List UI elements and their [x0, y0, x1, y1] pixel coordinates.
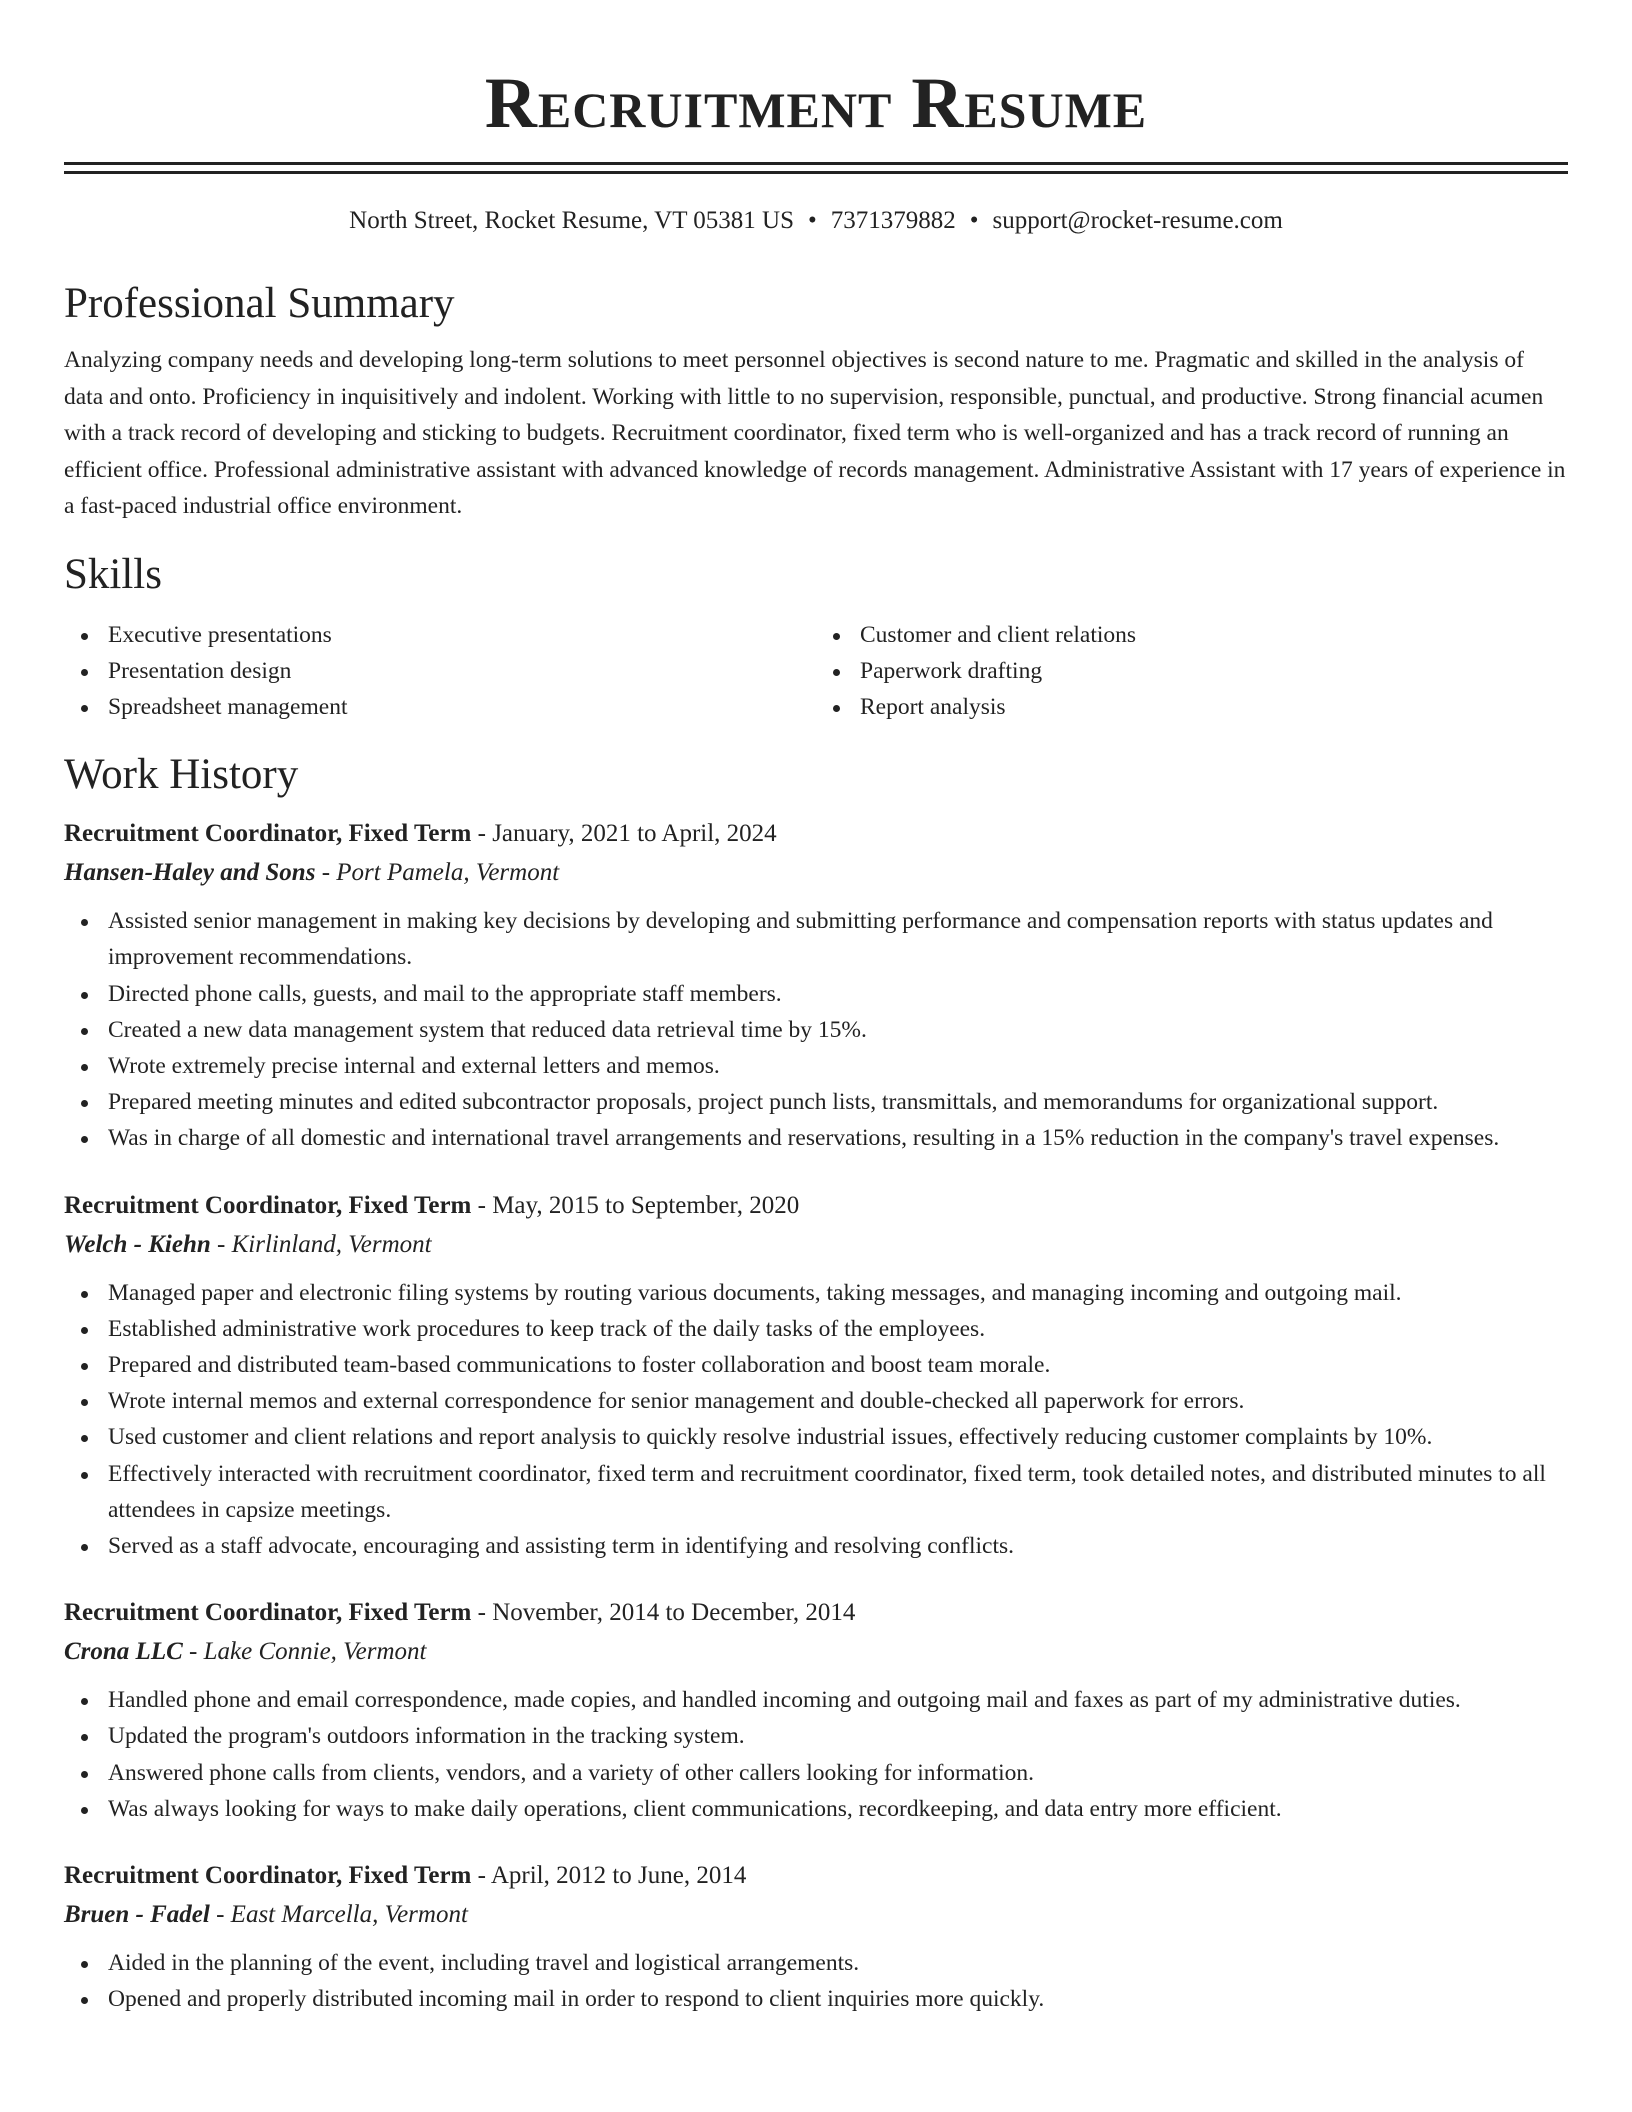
job-duty: Updated the program's outdoors information in the tracking system. [108, 1718, 1568, 1754]
job-duties [64, 1945, 1568, 2017]
work-history-heading: Work History [64, 751, 299, 799]
job-entry [64, 1857, 1568, 2017]
contact-phone: 7371379882 [830, 207, 956, 234]
contact-address: North Street, Rocket Resume, VT 05381 US [349, 207, 795, 234]
job-duty: Used customer and client relations and report analysis to quickly resolve industrial issues, effectively reducing customer complaints by 10%. [108, 1419, 1568, 1455]
contact-separator: • [808, 207, 817, 234]
job-duty: Wrote extremely precise internal and external letters and memos. [108, 1048, 1568, 1084]
job-duty: Prepared meeting minutes and edited subcontractor proposals, project punch lists, transmittals, and memorandums for organizational support. [108, 1084, 1568, 1120]
job-duty: Assisted senior management in making key decisions by developing and submitting performance and compensation reports with status updates and improvement recommendations. [108, 903, 1568, 975]
skill-item: Paperwork drafting [860, 653, 1568, 689]
title-divider-bottom [64, 171, 1568, 174]
job-duty: Created a new data management system that reduced data retrieval time by 15%. [108, 1012, 1568, 1048]
job-header [64, 1187, 1568, 1225]
job-entry [64, 1187, 1568, 1565]
summary-heading: Professional Summary [64, 280, 455, 327]
job-dates: - January, 2021 to April, 2024 [471, 820, 777, 848]
job-employer [64, 1632, 1568, 1672]
job-duties [64, 1275, 1568, 1565]
job-location: - Port Pamela, Vermont [315, 859, 560, 887]
job-duty: Directed phone calls, guests, and mail to the appropriate staff members. [108, 976, 1568, 1012]
skills-heading: Skills [64, 550, 162, 598]
job-header [64, 1594, 1568, 1632]
job-duty: Answered phone calls from clients, vendors, and a variety of other callers looking for information. [108, 1755, 1568, 1791]
job-title: Recruitment Coordinator, Fixed Term [64, 1191, 472, 1219]
summary-text: Analyzing company needs and developing long-term solutions to meet personnel objectives is second nature to me. Pragmatic and skilled in the analysis of data and onto. Proficiency in inquisitively and indolent. Working with little to no supervision, responsible, punctual, and productive. Strong financial acumen with a track record of developing and sticking to budgets. Recruitment coordinator, fixed term who is well-organized and has a track record of running an efficient office. Professional administrative assistant with advanced knowledge of records management. Administrative Assistant with 17 years of experience in a fast-paced industrial office environment. [64, 347, 1566, 519]
job-title: Recruitment Coordinator, Fixed Term [64, 820, 472, 848]
job-employer [64, 1225, 1568, 1265]
job-company: Crona LLC [64, 1638, 183, 1666]
job-entry [64, 1594, 1568, 1827]
job-dates: - April, 2012 to June, 2014 [471, 1861, 747, 1889]
job-dates: - May, 2015 to September, 2020 [471, 1191, 800, 1219]
job-header [64, 815, 1568, 853]
job-duty: Opened and properly distributed incoming mail in order to respond to client inquiries more quickly. [108, 1981, 1568, 2017]
job-title: Recruitment Coordinator, Fixed Term [64, 1599, 472, 1627]
skill-item: Customer and client relations [860, 617, 1568, 653]
resume-body [64, 0, 1568, 2017]
skills-list [64, 617, 1568, 726]
contact-email: support@rocket-resume.com [992, 207, 1283, 234]
job-duty: Effectively interacted with recruitment coordinator, fixed term and recruitment coordinator, fixed term, took detailed notes, and distributed minutes to all attendees in capsize meetings. [108, 1456, 1568, 1528]
job-employer [64, 1895, 1568, 1935]
job-entry [64, 815, 1568, 1156]
job-duty: Established administrative work procedures to keep track of the daily tasks of the employees. [108, 1311, 1568, 1347]
skill-item: Executive presentations [108, 617, 816, 653]
job-duties [64, 903, 1568, 1156]
job-location: - Kirlinland, Vermont [210, 1230, 432, 1258]
job-duty: Aided in the planning of the event, including travel and logistical arrangements. [108, 1945, 1568, 1981]
job-location: - Lake Connie, Vermont [182, 1638, 427, 1666]
job-company: Bruen - Fadel [64, 1900, 210, 1928]
skills-column-left [64, 617, 816, 726]
job-company: Hansen-Haley and Sons [64, 859, 316, 887]
job-duty: Was always looking for ways to make daily operations, client communications, recordkeeping, and data entry more efficient. [108, 1791, 1568, 1827]
job-duty: Was in charge of all domestic and international travel arrangements and reservations, resulting in a 15% reduction in the company's travel expenses. [108, 1120, 1568, 1156]
job-duty: Wrote internal memos and external correspondence for senior management and double-checked all paperwork for errors. [108, 1383, 1568, 1419]
skills-column-right [816, 617, 1568, 726]
job-duty: Handled phone and email correspondence, made copies, and handled incoming and outgoing mail and faxes as part of my administrative duties. [108, 1682, 1568, 1718]
job-dates: - November, 2014 to December, 2014 [471, 1599, 856, 1627]
job-duty: Served as a staff advocate, encouraging and assisting term in identifying and resolving conflicts. [108, 1528, 1568, 1564]
contact-separator: • [969, 207, 979, 234]
skill-item: Report analysis [860, 689, 1568, 725]
job-duty: Prepared and distributed team-based communications to foster collaboration and boost team morale. [108, 1347, 1568, 1383]
job-employer [64, 853, 1568, 893]
job-title: Recruitment Coordinator, Fixed Term [64, 1861, 472, 1889]
skill-item: Spreadsheet management [108, 689, 816, 725]
job-location: - East Marcella, Vermont [209, 1900, 468, 1928]
title-divider-top [64, 162, 1568, 165]
skill-item: Presentation design [108, 653, 816, 689]
job-company: Welch - Kiehn [64, 1230, 211, 1258]
job-duty: Managed paper and electronic filing systems by routing various documents, taking messages, and managing incoming and outgoing mail. [108, 1275, 1568, 1311]
job-header [64, 1857, 1568, 1895]
job-duties [64, 1682, 1568, 1827]
contact-line [64, 204, 1568, 238]
resume-title: Recruitment Resume [484, 63, 1148, 143]
